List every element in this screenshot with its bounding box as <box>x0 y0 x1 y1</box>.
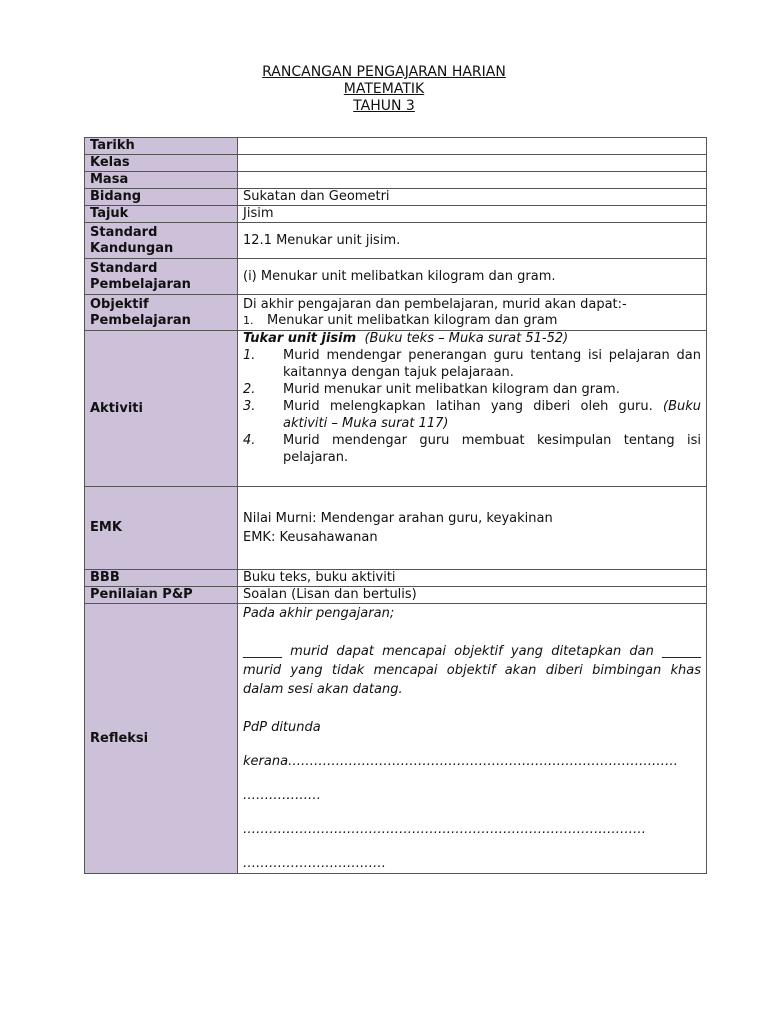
row-masa <box>85 172 707 189</box>
row-bidang <box>85 189 707 206</box>
row-bbb <box>85 570 707 587</box>
emk-line-1: Nilai Murni: Mendengar arahan guru, keyakinan <box>243 511 553 526</box>
row-standard-pembelajaran <box>85 259 707 295</box>
label-standard-pembelajaran <box>85 259 238 295</box>
list-item <box>243 398 701 432</box>
list-item-text <box>283 432 701 466</box>
label-kelas: Kelas <box>85 155 238 172</box>
value-kelas <box>238 155 707 172</box>
label-objektif <box>85 295 238 331</box>
value-refleksi <box>238 604 707 874</box>
emk-line-2: EMK: Keusahawanan <box>243 530 378 545</box>
row-refleksi <box>85 604 707 874</box>
row-tarikh <box>85 138 707 155</box>
refleksi-p5: ……………… <box>243 788 321 803</box>
list-item-num: 4. <box>243 433 256 448</box>
list-item-body: Murid mendengar guru membuat kesimpulan tentang isi pelajaran. <box>283 433 701 465</box>
row-standard-kandungan <box>85 223 707 259</box>
label-obj-line-2: Pembelajaran <box>90 312 191 328</box>
aktiviti-heading <box>243 331 701 347</box>
label-sk-line-2: Kandungan <box>90 240 174 256</box>
list-item-num: 3. <box>243 399 256 414</box>
label-aktiviti: Aktiviti <box>85 331 238 487</box>
list-item-body: Murid mendengar penerangan guru tentang isi pelajaran dan kaitannya dengan tajuk pelajaraan. <box>283 348 701 380</box>
value-tarikh <box>238 138 707 155</box>
list-item-body: Murid menukar unit melibatkan kilogram dan gram. <box>283 382 620 397</box>
value-aktiviti <box>238 331 707 487</box>
list-item <box>243 381 701 398</box>
label-sk-line-1: Standard <box>90 224 158 240</box>
row-tajuk <box>85 206 707 223</box>
label-emk: EMK <box>85 487 238 570</box>
value-tajuk: Jisim <box>238 206 707 223</box>
label-sp-line-2: Pembelajaran <box>90 276 191 292</box>
objektif-item-text: Menukar unit melibatkan kilogram dan gram <box>267 312 558 328</box>
objektif-intro: Di akhir pengajaran dan pembelajaran, murid akan dapat:- <box>243 296 627 312</box>
list-item-text <box>283 347 701 381</box>
row-aktiviti <box>85 331 707 487</box>
aktiviti-heading-ref: (Buku teks – Muka surat 51-52) <box>364 331 569 346</box>
value-standard-pembelajaran: (i) Menukar unit melibatkan kilogram dan gram. <box>238 259 707 295</box>
title-line-2: MATEMATIK <box>343 81 425 97</box>
label-bbb: BBB <box>85 570 238 587</box>
refleksi-p1: Pada akhir pengajaran; <box>243 606 395 621</box>
lesson-plan-table <box>84 137 707 874</box>
value-masa <box>238 172 707 189</box>
objektif-item <box>243 313 701 329</box>
value-emk <box>238 487 707 570</box>
row-kelas <box>85 155 707 172</box>
label-bidang: Bidang <box>85 189 238 206</box>
list-item-body: Murid melengkapkan latihan yang diberi oleh guru. <box>283 399 653 414</box>
title-line-3: TAHUN 3 <box>353 98 415 114</box>
title-line-1: RANCANGAN PENGAJARAN HARIAN <box>262 64 506 80</box>
refleksi-p3: PdP ditunda <box>243 720 321 735</box>
document-title <box>0 64 768 115</box>
refleksi-p4: kerana……………………………………………………………………………… <box>243 754 679 769</box>
label-masa: Masa <box>85 172 238 189</box>
refleksi-p2: ______ murid dapat mencapai objektif yang ditetapkan dan ______ murid yang tidak mencapai objektif akan diberi bimbingan khas dalam sesi akan datang. <box>243 644 701 697</box>
list-item-num: 2. <box>243 382 256 397</box>
row-penilaian <box>85 587 707 604</box>
value-objektif <box>238 295 707 331</box>
objektif-item-num: 1. <box>243 313 254 327</box>
list-item-num: 1. <box>243 348 256 363</box>
value-bidang: Sukatan dan Geometri <box>238 189 707 206</box>
label-penilaian: Penilaian P&P <box>85 587 238 604</box>
row-objektif <box>85 295 707 331</box>
label-tajuk: Tajuk <box>85 206 238 223</box>
label-sp-line-1: Standard <box>90 260 158 276</box>
list-item <box>243 432 701 466</box>
refleksi-p7: …………………………… <box>243 856 386 871</box>
row-emk <box>85 487 707 570</box>
aktiviti-list <box>243 347 701 466</box>
value-bbb: Buku teks, buku aktiviti <box>238 570 707 587</box>
list-item <box>243 347 701 381</box>
list-item-text <box>283 398 701 432</box>
label-tarikh: Tarikh <box>85 138 238 155</box>
label-refleksi: Refleksi <box>85 604 238 874</box>
label-obj-line-1: Objektif <box>90 296 149 312</box>
label-standard-kandungan <box>85 223 238 259</box>
list-item-text <box>283 381 701 398</box>
aktiviti-heading-title: Tukar unit jisim <box>243 331 357 346</box>
value-penilaian: Soalan (Lisan dan bertulis) <box>238 587 707 604</box>
list-item-ref: (Buku aktiviti – Muka surat 117) <box>283 399 701 431</box>
value-standard-kandungan: 12.1 Menukar unit jisim. <box>238 223 707 259</box>
refleksi-p6: ………………………………………………………………………………… <box>243 822 646 837</box>
